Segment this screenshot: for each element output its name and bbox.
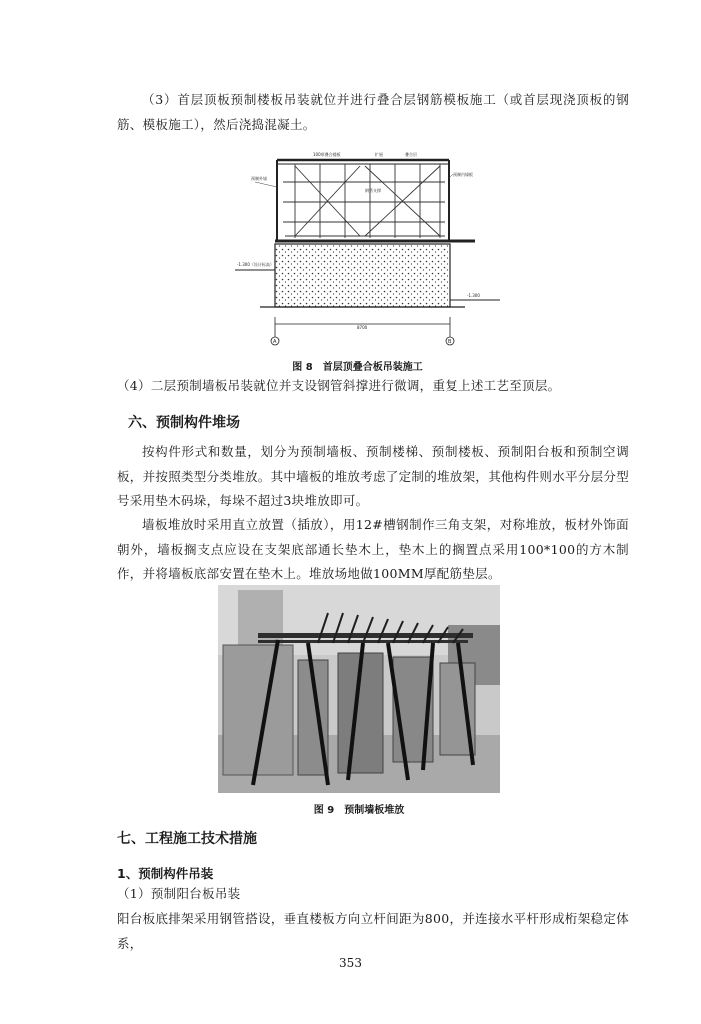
axis-b-label: B <box>448 339 452 345</box>
figure-8-drawing <box>215 152 500 347</box>
figure-9-photo <box>218 585 500 793</box>
label-top-2: 扩展 <box>375 152 383 157</box>
section-7-subheading-1-1: （1）预制阳台板吊装 <box>117 886 241 901</box>
label-mid-1: 钢管支撑 <box>365 188 381 193</box>
step-3-text: （3）首层顶板预制楼板吊装就位并进行叠合层钢筋模板施工（或首层现浇顶板的钢筋、模板施工），然后浇捣混凝土。 <box>117 92 629 132</box>
step-4-text: （4）二层预制墙板吊装就位并支设钢管斜撑进行微调，重复上述工艺至顶层。 <box>117 378 561 393</box>
figure-8-caption: 图 8 首层顶叠合板吊装施工 <box>292 362 423 373</box>
label-right-1: 预制内墙板 <box>453 172 473 177</box>
section-6-paragraph-2: 墙板堆放时采用直立放置（插放），用12#槽钢制作三角支架，对称堆放，板材外饰面朝外，墙板搁支点应设在支架底部通长垫木上，垫木上的搁置点采用100*100的方木制作，并将墙板底部安置在垫木上。堆放场地做100MM厚配筋垫层。 <box>117 517 629 581</box>
label-top-3: 叠合层 <box>405 152 417 157</box>
label-elev-right: -1.300 <box>467 293 480 298</box>
figure-9-caption: 图 9 预制墙板堆放 <box>313 805 405 816</box>
label-dim: 8700 <box>357 325 368 330</box>
section-6-paragraph-1: 按构件形式和数量，划分为预制墙板、预制楼梯、预制楼板、预制阳台板和预制空调板，并按照类型分类堆放。其中墙板的堆放考虑了定制的堆放架，其他构件则水平分层分型号采用垫木码垛，每垛不超过3块堆放即可。 <box>117 444 630 508</box>
label-left-1: 预制外墙 <box>251 176 267 181</box>
label-elev-left: -1.300（设计标高） <box>237 262 274 267</box>
basement-wall <box>275 244 450 307</box>
section-7-paragraph-1: 阳台板底排架采用钢管搭设，垂直楼板方向立杆间距为800，并连接水平杆形成桁架稳定体系， <box>117 911 629 951</box>
page-number: 353 <box>339 956 362 970</box>
section-7-title: 七、工程施工技术措施 <box>117 831 257 847</box>
section-7-subheading-1: 1、预制构件吊装 <box>117 866 214 881</box>
label-top-1: 100厚叠合楼板 <box>313 152 341 157</box>
axis-a-label: A <box>273 339 277 345</box>
section-6-title: 六、预制构件堆场 <box>128 415 240 431</box>
